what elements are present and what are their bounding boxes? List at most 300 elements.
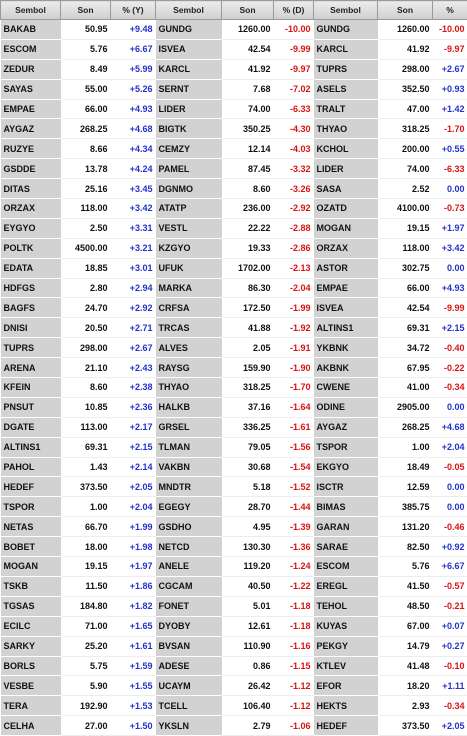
change-cell: -0.10 (433, 656, 467, 676)
symbol-cell: EMPAE (1, 99, 61, 119)
table-row[interactable] (156, 179, 314, 199)
table-row[interactable] (1, 557, 156, 577)
change-cell: +2.71 (111, 318, 156, 338)
table-row[interactable] (1, 616, 156, 636)
price-cell: 5.76 (61, 39, 111, 59)
change-cell: -1.61 (274, 417, 314, 437)
table-row[interactable] (156, 537, 314, 557)
change-cell: -1.54 (274, 457, 314, 477)
price-cell: 82.50 (378, 537, 433, 557)
price-cell: 69.31 (61, 437, 111, 457)
table-row[interactable] (314, 656, 467, 676)
header-price[interactable]: Son (61, 1, 111, 20)
table-row[interactable] (314, 716, 467, 736)
price-cell: 66.70 (61, 517, 111, 537)
table-row[interactable] (1, 596, 156, 616)
symbol-cell: ADESE (156, 656, 222, 676)
symbol-cell: TSPOR (314, 437, 378, 457)
table-row[interactable] (156, 59, 314, 79)
symbol-cell: TUPRS (1, 338, 61, 358)
table-row[interactable] (156, 477, 314, 497)
table-row[interactable] (1, 99, 156, 119)
price-cell: 5.01 (222, 596, 274, 616)
symbol-cell: KCHOL (314, 139, 378, 159)
symbol-cell: GSDDE (1, 159, 61, 179)
price-cell: 42.54 (222, 39, 274, 59)
change-cell: -0.40 (433, 338, 467, 358)
change-cell: +4.93 (111, 99, 156, 119)
symbol-cell: SARAE (314, 537, 378, 557)
change-cell: -1.91 (274, 338, 314, 358)
price-cell: 131.20 (378, 517, 433, 537)
change-cell: -1.92 (274, 318, 314, 338)
table-row[interactable] (156, 497, 314, 517)
change-cell: +4.68 (111, 119, 156, 139)
table-row[interactable] (156, 218, 314, 238)
price-cell: 4500.00 (61, 238, 111, 258)
table-row[interactable] (1, 39, 156, 59)
symbol-cell: BORLS (1, 656, 61, 676)
price-cell: 14.79 (378, 636, 433, 656)
change-cell: +3.45 (111, 179, 156, 199)
table-row[interactable] (1, 378, 156, 398)
table-row[interactable] (156, 99, 314, 119)
price-cell: 200.00 (378, 139, 433, 159)
price-cell: 22.22 (222, 218, 274, 238)
price-cell: 40.50 (222, 576, 274, 596)
table-row[interactable] (314, 218, 467, 238)
change-cell: +9.48 (111, 20, 156, 40)
symbol-cell: ALTINS1 (1, 437, 61, 457)
price-cell: 350.25 (222, 119, 274, 139)
header-change[interactable]: % (433, 1, 467, 20)
table-row[interactable] (156, 20, 314, 40)
table-row[interactable] (314, 676, 467, 696)
price-cell: 18.85 (61, 258, 111, 278)
symbol-cell: ISVEA (314, 298, 378, 318)
change-cell: -0.73 (433, 199, 467, 219)
table-row[interactable] (314, 537, 467, 557)
price-cell: 41.88 (222, 318, 274, 338)
change-cell: +2.67 (111, 338, 156, 358)
table-row[interactable] (156, 596, 314, 616)
change-cell: +5.26 (111, 79, 156, 99)
table-row[interactable] (1, 199, 156, 219)
change-cell: -6.33 (274, 99, 314, 119)
table-row[interactable] (1, 79, 156, 99)
symbol-cell: EGEGY (156, 497, 222, 517)
change-cell: -0.46 (433, 517, 467, 537)
price-cell: 11.50 (61, 576, 111, 596)
symbol-cell: BVSAN (156, 636, 222, 656)
table-row[interactable] (156, 676, 314, 696)
table-row[interactable] (156, 397, 314, 417)
price-cell: 66.00 (378, 278, 433, 298)
price-cell: 86.30 (222, 278, 274, 298)
change-cell: +4.34 (111, 139, 156, 159)
price-cell: 373.50 (61, 477, 111, 497)
table-row[interactable] (314, 378, 467, 398)
table-row[interactable] (1, 20, 156, 40)
symbol-cell: FONET (156, 596, 222, 616)
table-row[interactable] (156, 557, 314, 577)
table-row[interactable] (314, 517, 467, 537)
table-row[interactable] (1, 497, 156, 517)
symbol-cell: UCAYM (156, 676, 222, 696)
change-cell: +0.27 (433, 636, 467, 656)
table-row[interactable] (1, 218, 156, 238)
price-cell: 41.92 (378, 39, 433, 59)
symbol-cell: TRALT (314, 99, 378, 119)
change-cell: +2.04 (433, 437, 467, 457)
symbol-cell: TGSAS (1, 596, 61, 616)
table-row[interactable] (314, 39, 467, 59)
header-row (1, 1, 156, 20)
change-cell: -1.12 (274, 676, 314, 696)
price-cell: 336.25 (222, 417, 274, 437)
symbol-cell: UFUK (156, 258, 222, 278)
symbol-cell: AYGAZ (1, 119, 61, 139)
header-change[interactable]: % (D) (274, 1, 314, 20)
table-row[interactable] (314, 179, 467, 199)
table-row[interactable] (314, 238, 467, 258)
table-row[interactable] (314, 79, 467, 99)
price-cell: 41.50 (378, 576, 433, 596)
change-cell: -2.13 (274, 258, 314, 278)
symbol-cell: RUZYE (1, 139, 61, 159)
table-row[interactable] (314, 139, 467, 159)
change-cell: -1.22 (274, 576, 314, 596)
symbol-cell: ASELS (314, 79, 378, 99)
price-cell: 268.25 (378, 417, 433, 437)
price-cell: 71.00 (61, 616, 111, 636)
table-row[interactable] (314, 258, 467, 278)
price-cell: 41.92 (222, 59, 274, 79)
symbol-cell: AKBNK (314, 358, 378, 378)
change-cell: +2.36 (111, 397, 156, 417)
symbol-cell: ESCOM (314, 557, 378, 577)
change-cell: -4.03 (274, 139, 314, 159)
header-symbol[interactable]: Sembol (314, 1, 378, 20)
change-cell: +1.59 (111, 656, 156, 676)
table-row[interactable] (156, 358, 314, 378)
change-cell: -1.64 (274, 397, 314, 417)
price-cell: 8.60 (222, 179, 274, 199)
table-row[interactable] (1, 676, 156, 696)
table-row[interactable] (314, 497, 467, 517)
table-row[interactable] (314, 636, 467, 656)
table-row[interactable] (1, 159, 156, 179)
symbol-cell: MOGAN (1, 557, 61, 577)
table-row[interactable] (314, 437, 467, 457)
table-row[interactable] (156, 39, 314, 59)
table-row[interactable] (1, 437, 156, 457)
price-cell: 67.95 (378, 358, 433, 378)
change-cell: -0.05 (433, 457, 467, 477)
price-cell: 1.00 (61, 497, 111, 517)
table-row[interactable] (314, 278, 467, 298)
table-row[interactable] (314, 477, 467, 497)
table-row[interactable] (156, 159, 314, 179)
symbol-cell: EYGYO (1, 218, 61, 238)
symbol-cell: BAKAB (1, 20, 61, 40)
table-row[interactable] (156, 119, 314, 139)
symbol-cell: TUPRS (314, 59, 378, 79)
table-row[interactable] (314, 576, 467, 596)
change-cell: +1.53 (111, 696, 156, 716)
symbol-cell: PAHOL (1, 457, 61, 477)
change-cell: +4.93 (433, 278, 467, 298)
table-row[interactable] (314, 338, 467, 358)
symbol-cell: EDATA (1, 258, 61, 278)
table-row[interactable] (1, 358, 156, 378)
price-cell: 48.50 (378, 596, 433, 616)
table-row[interactable] (314, 557, 467, 577)
table-row[interactable] (156, 517, 314, 537)
table-row[interactable] (314, 318, 467, 338)
table-row[interactable] (156, 576, 314, 596)
change-cell: -1.44 (274, 497, 314, 517)
table-row[interactable] (1, 179, 156, 199)
table-row[interactable] (1, 139, 156, 159)
symbol-cell: KARCL (314, 39, 378, 59)
symbol-cell: HALKB (156, 397, 222, 417)
symbol-cell: SARKY (1, 636, 61, 656)
losers-table (155, 0, 314, 736)
change-cell: +1.99 (111, 517, 156, 537)
table-row[interactable] (314, 417, 467, 437)
change-cell: +1.42 (433, 99, 467, 119)
table-row[interactable] (156, 298, 314, 318)
table-row[interactable] (1, 298, 156, 318)
table-row[interactable] (1, 576, 156, 596)
symbol-cell: OZATD (314, 199, 378, 219)
table-row[interactable] (156, 656, 314, 676)
table-row[interactable] (314, 159, 467, 179)
price-cell: 4.95 (222, 517, 274, 537)
table-row[interactable] (1, 457, 156, 477)
symbol-cell: DYOBY (156, 616, 222, 636)
header-price[interactable]: Son (378, 1, 433, 20)
table-row[interactable] (156, 338, 314, 358)
symbol-cell: ISVEA (156, 39, 222, 59)
table-row[interactable] (1, 397, 156, 417)
table-row[interactable] (314, 457, 467, 477)
price-cell: 172.50 (222, 298, 274, 318)
table-row[interactable] (1, 318, 156, 338)
table-row[interactable] (1, 716, 156, 736)
change-cell: +3.01 (111, 258, 156, 278)
change-cell: 0.00 (433, 179, 467, 199)
price-cell: 74.00 (222, 99, 274, 119)
symbol-cell: THYAO (314, 119, 378, 139)
change-cell: -7.02 (274, 79, 314, 99)
symbol-cell: DGNMO (156, 179, 222, 199)
table-row[interactable] (314, 59, 467, 79)
table-row[interactable] (1, 656, 156, 676)
symbol-cell: ISCTR (314, 477, 378, 497)
price-cell: 21.10 (61, 358, 111, 378)
change-cell: -9.97 (433, 39, 467, 59)
price-cell: 20.50 (61, 318, 111, 338)
table-row[interactable] (314, 397, 467, 417)
table-row[interactable] (1, 278, 156, 298)
symbol-cell: CRFSA (156, 298, 222, 318)
table-row[interactable] (156, 417, 314, 437)
table-row[interactable] (1, 537, 156, 557)
change-cell: +2.43 (111, 358, 156, 378)
symbol-cell: TRCAS (156, 318, 222, 338)
change-cell: +1.50 (111, 716, 156, 736)
table-row[interactable] (314, 616, 467, 636)
header-symbol[interactable]: Sembol (1, 1, 61, 20)
table-row[interactable] (314, 119, 467, 139)
change-cell: -0.57 (433, 576, 467, 596)
change-cell: -2.04 (274, 278, 314, 298)
price-cell: 118.00 (61, 199, 111, 219)
table-row[interactable] (1, 238, 156, 258)
change-cell: +3.31 (111, 218, 156, 238)
symbol-cell: SASA (314, 179, 378, 199)
price-cell: 26.42 (222, 676, 274, 696)
change-cell: -10.00 (433, 20, 467, 40)
change-cell: 0.00 (433, 497, 467, 517)
symbol-cell: ESCOM (1, 39, 61, 59)
header-change[interactable]: % (Y) (111, 1, 156, 20)
price-cell: 37.16 (222, 397, 274, 417)
table-row[interactable] (156, 79, 314, 99)
change-cell: +5.99 (111, 59, 156, 79)
table-row[interactable] (156, 278, 314, 298)
table-row[interactable] (156, 696, 314, 716)
change-cell: 0.00 (433, 477, 467, 497)
table-row[interactable] (314, 696, 467, 716)
table-row[interactable] (156, 258, 314, 278)
price-cell: 1260.00 (222, 20, 274, 40)
symbol-cell: MNDTR (156, 477, 222, 497)
price-cell: 5.76 (378, 557, 433, 577)
change-cell: -3.26 (274, 179, 314, 199)
change-cell: +2.94 (111, 278, 156, 298)
table-row[interactable] (156, 318, 314, 338)
table-row[interactable] (156, 457, 314, 477)
symbol-cell: BAGFS (1, 298, 61, 318)
table-row[interactable] (156, 716, 314, 736)
price-cell: 298.00 (378, 59, 433, 79)
symbol-cell: PNSUT (1, 397, 61, 417)
table-row[interactable] (156, 139, 314, 159)
change-cell: +2.04 (111, 497, 156, 517)
symbol-cell: MOGAN (314, 218, 378, 238)
change-cell: -0.21 (433, 596, 467, 616)
price-cell: 236.00 (222, 199, 274, 219)
price-cell: 18.20 (378, 676, 433, 696)
price-cell: 87.45 (222, 159, 274, 179)
table-row[interactable] (156, 636, 314, 656)
price-cell: 67.00 (378, 616, 433, 636)
table-row[interactable] (1, 59, 156, 79)
symbol-cell: DGATE (1, 417, 61, 437)
symbol-cell: HEKTS (314, 696, 378, 716)
table-row[interactable] (1, 119, 156, 139)
symbol-cell: TEHOL (314, 596, 378, 616)
symbol-cell: GRSEL (156, 417, 222, 437)
price-cell: 192.90 (61, 696, 111, 716)
symbol-cell: TLMAN (156, 437, 222, 457)
change-cell: -1.18 (274, 616, 314, 636)
change-cell: -9.97 (274, 59, 314, 79)
symbol-cell: LIDER (156, 99, 222, 119)
change-cell: -2.88 (274, 218, 314, 238)
symbol-cell: SERNT (156, 79, 222, 99)
price-cell: 8.66 (61, 139, 111, 159)
table-row[interactable] (156, 378, 314, 398)
price-cell: 5.90 (61, 676, 111, 696)
change-cell: +1.55 (111, 676, 156, 696)
table-row[interactable] (1, 477, 156, 497)
symbol-cell: GUNDG (314, 20, 378, 40)
symbol-cell: KUYAS (314, 616, 378, 636)
change-cell: +0.92 (433, 537, 467, 557)
table-row[interactable] (1, 338, 156, 358)
price-cell: 0.86 (222, 656, 274, 676)
price-cell: 302.75 (378, 258, 433, 278)
price-cell: 110.90 (222, 636, 274, 656)
table-row[interactable] (156, 238, 314, 258)
table-row[interactable] (1, 517, 156, 537)
table-row[interactable] (314, 99, 467, 119)
table-row[interactable] (314, 596, 467, 616)
table-row[interactable] (1, 258, 156, 278)
price-cell: 18.00 (61, 537, 111, 557)
symbol-cell: BIMAS (314, 497, 378, 517)
change-cell: -1.06 (274, 716, 314, 736)
price-cell: 119.20 (222, 557, 274, 577)
table-row[interactable] (314, 358, 467, 378)
change-cell: 0.00 (433, 397, 467, 417)
price-cell: 373.50 (378, 716, 433, 736)
table-row[interactable] (156, 199, 314, 219)
symbol-cell: KTLEV (314, 656, 378, 676)
symbol-cell: TSPOR (1, 497, 61, 517)
price-cell: 159.90 (222, 358, 274, 378)
header-price[interactable]: Son (222, 1, 274, 20)
header-row (156, 1, 314, 20)
price-cell: 42.54 (378, 298, 433, 318)
change-cell: +3.42 (111, 199, 156, 219)
table-row[interactable] (156, 616, 314, 636)
table-row[interactable] (314, 199, 467, 219)
price-cell: 2.79 (222, 716, 274, 736)
header-symbol[interactable]: Sembol (156, 1, 222, 20)
table-row[interactable] (314, 20, 467, 40)
price-cell: 4100.00 (378, 199, 433, 219)
price-cell: 41.48 (378, 656, 433, 676)
change-cell: -6.33 (433, 159, 467, 179)
table-row[interactable] (1, 417, 156, 437)
table-row[interactable] (156, 437, 314, 457)
table-row[interactable] (314, 298, 467, 318)
change-cell: -4.30 (274, 119, 314, 139)
change-cell: +1.61 (111, 636, 156, 656)
price-cell: 8.60 (61, 378, 111, 398)
table-row[interactable] (1, 696, 156, 716)
table-row[interactable] (1, 636, 156, 656)
symbol-cell: ALTINS1 (314, 318, 378, 338)
price-cell: 8.49 (61, 59, 111, 79)
change-cell: -0.22 (433, 358, 467, 378)
price-cell: 1260.00 (378, 20, 433, 40)
